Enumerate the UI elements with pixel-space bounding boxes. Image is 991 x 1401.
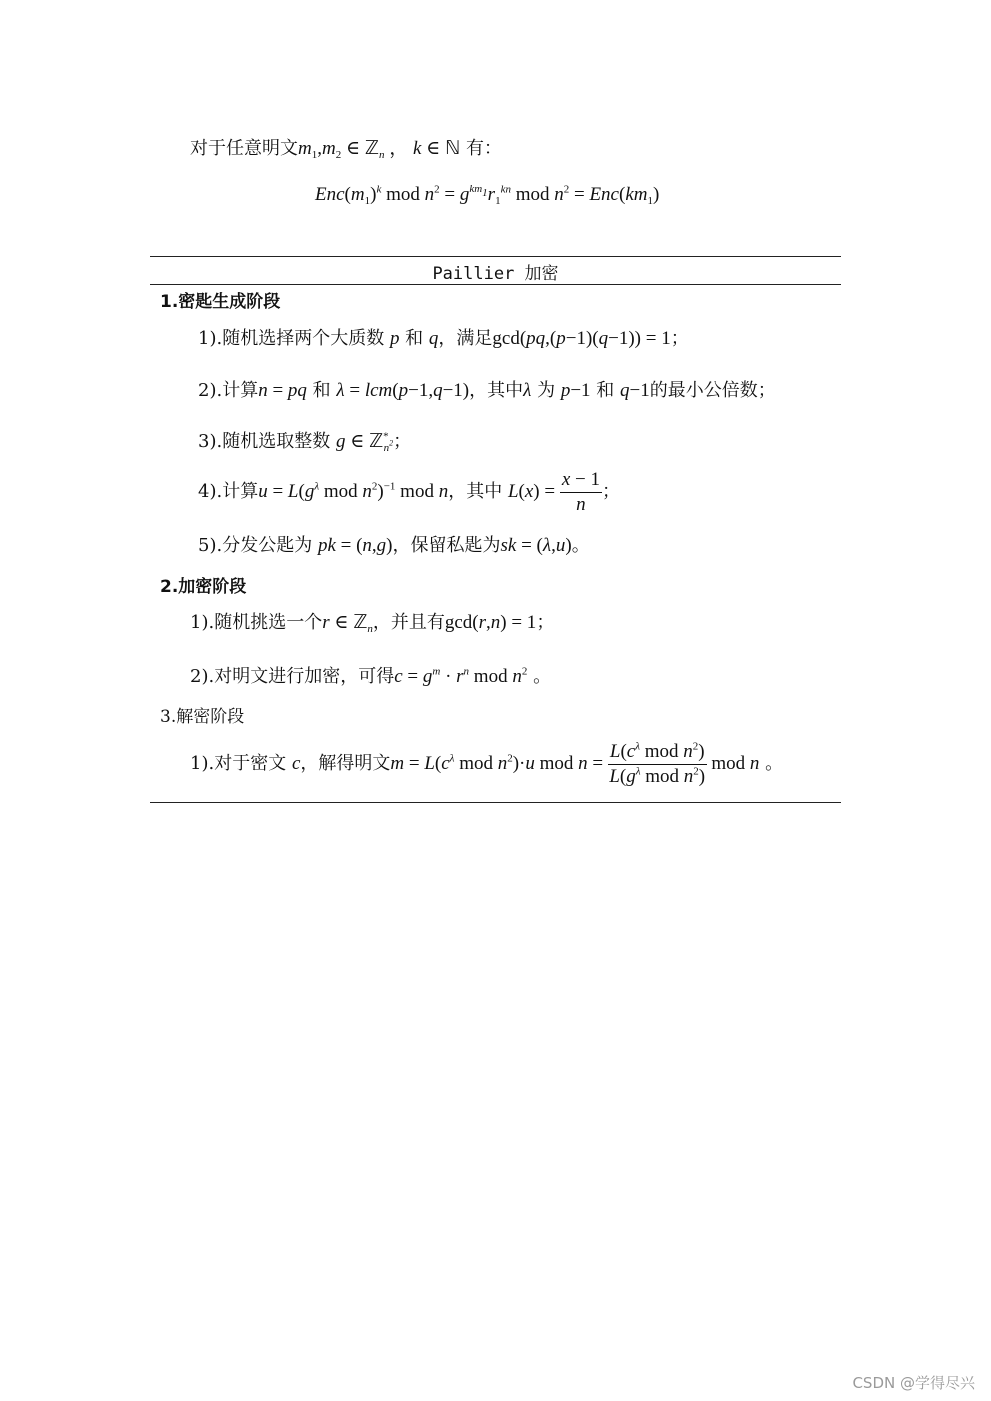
keygen-step-4: 4).计算$u = L(g^\lambda$ mod $n^2)^{-1}$ mod n，其中 L(x) = $\frac{x - 1}{n}$ ； [198, 469, 620, 515]
intro-prefix: 对于任意明文 [190, 138, 298, 159]
decrypt-step-1: 1).对于密文 c，解得明文$m = L(c^\lambda$ mod $n^2)\cdot u$ mod n = $\frac{L(c^\lambda mod n^2)}{L(g^\lambda mod n^2)}$ mod n 。 [190, 740, 784, 787]
top-rule [150, 256, 841, 257]
homomorphic-equation: $Enc(m_1)^k$ mod $n^2 = g^{km_1}r_1^{kn}$ mod $n^2 = Enc(km_1)$ [315, 183, 660, 207]
intro-vars: $m_1,m_2$ ∈ ℤ$_n$ ， k ∈ ℕ [298, 137, 461, 161]
encrypt-step-2: 2).对明文进行加密，可得$c = g^m \cdot r^n$ mod $n^2$ 。 [190, 665, 552, 687]
bottom-rule [150, 802, 841, 803]
section-1-heading: 1.密匙生成阶段 [160, 292, 281, 312]
csdn-watermark: CSDN @学得尽兴 [852, 1374, 975, 1392]
title-rule [150, 284, 841, 285]
encrypt-step-1: 1).随机挑选一个r ∈ ℤ$_n$，并且有gcd(r,n) = 1； [190, 611, 555, 635]
keygen-step-5: 5).分发公匙为 pk = (n,g)，保留私匙为sk = (λ,u)。 [198, 535, 590, 556]
keygen-step-1: 1).随机选择两个大质数 p 和 q，满足gcd(pq,(p−1)(q−1)) = 1； [198, 328, 689, 349]
intro-line [190, 133, 502, 160]
box-title: Paillier 加密 [432, 264, 559, 284]
keygen-step-2: 2).计算n = pq 和 λ = lcm(p−1,q−1)，其中λ 为 p−1 和 q−1的最小公倍数； [198, 380, 776, 401]
section-3-heading: 3.解密阶段 [160, 707, 245, 727]
section-2-heading: 2.加密阶段 [160, 577, 247, 597]
keygen-step-3: 3).随机选取整数 g ∈ ℤ*$_{n^2}$； [198, 430, 412, 454]
intro-suffix: 有： [465, 138, 502, 159]
